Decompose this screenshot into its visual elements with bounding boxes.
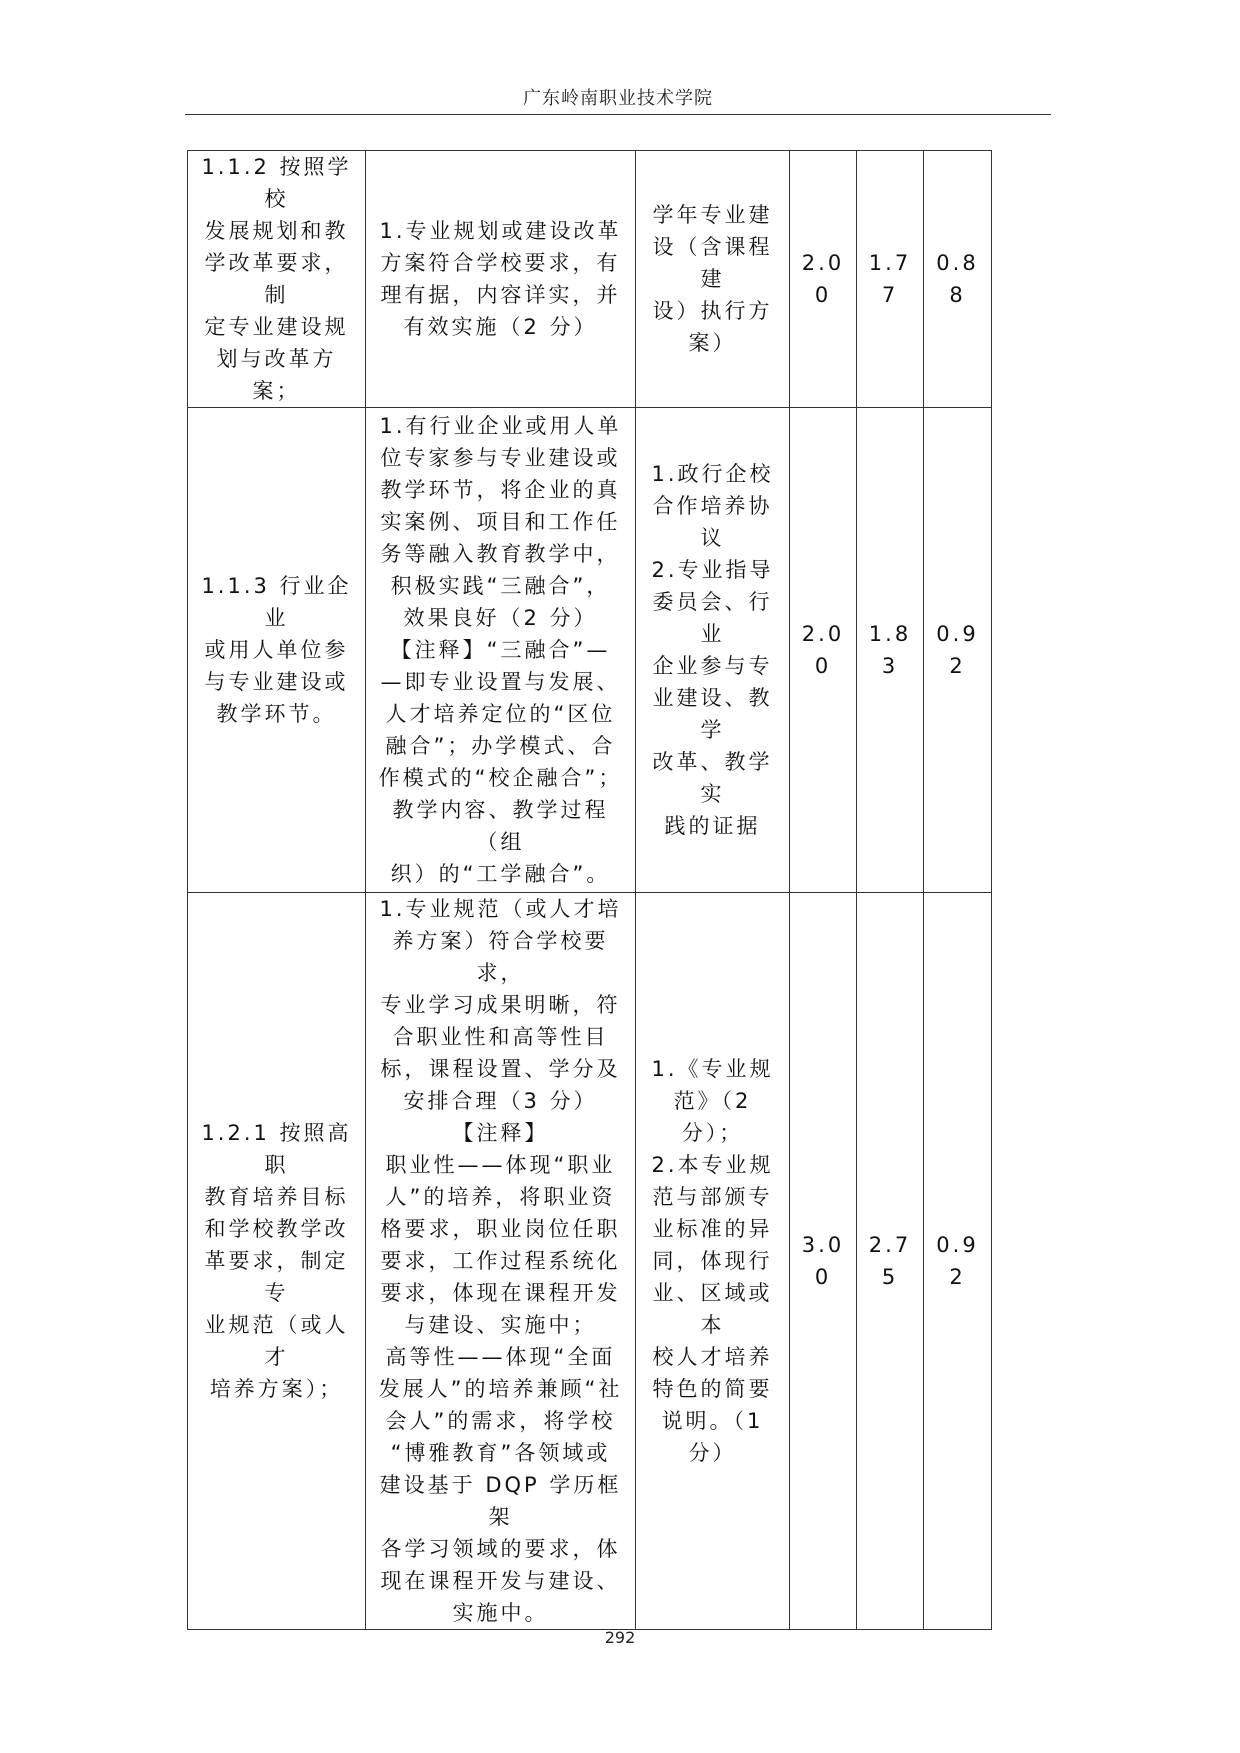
header-rule xyxy=(185,114,1051,115)
cell-text-line: 实案例、项目和工作任 xyxy=(380,510,621,534)
cell-text-line: 1.专业规划或建设改革 xyxy=(379,219,622,243)
cell-text-line: 设（含课程建 xyxy=(652,235,773,291)
full-score-cell: 3.00 xyxy=(790,893,857,1630)
cell-text-line: 融合”；办学模式、合 xyxy=(385,734,616,758)
cell-text-line: 践的证据 xyxy=(664,814,761,838)
cell-text-line: 教学内容、教学过程（组 xyxy=(392,798,609,854)
cell-text-line: 效果良好（2 分） xyxy=(403,606,598,630)
full-score-cell: 2.00 xyxy=(790,408,857,893)
cell-text-line: 标，课程设置、学分及 xyxy=(380,1057,621,1081)
cell-text-line: 业标准的异 xyxy=(652,1217,773,1241)
standard-cell xyxy=(366,408,636,893)
cell-text-line: 养方案）符合学校要求， xyxy=(392,929,609,985)
cell-text-line: 设）执行方 xyxy=(652,299,773,323)
criterion-cell xyxy=(188,893,366,1630)
cell-text-line: 建设基于 DQP 学历框架 xyxy=(379,1473,622,1529)
cell-text-line: 改革、教学实 xyxy=(652,750,773,806)
table-row xyxy=(188,893,992,1630)
cell-text-line: 实施中。 xyxy=(452,1601,549,1625)
cell-text-line: 1.有行业企业或用人单 xyxy=(379,414,622,438)
cell-text-line: 人才培养定位的“区位 xyxy=(385,702,616,726)
page-number: 292 xyxy=(604,1628,636,1647)
cell-text-line: 【注释】 xyxy=(452,1121,549,1145)
cell-text-line: 职业性——体现“职业 xyxy=(385,1153,616,1177)
cell-text-line: 理有据，内容详实，并 xyxy=(380,283,621,307)
cell-text-line: —即专业设置与发展、 xyxy=(380,670,621,694)
cell-text-line: 1.2.1 按照高职 xyxy=(201,1121,352,1177)
ratio-cell: 0.92 xyxy=(924,408,992,893)
cell-text-line: 1.1.2 按照学校 xyxy=(201,155,352,211)
cell-text-line: 培养方案）； xyxy=(209,1377,344,1401)
cell-text-line: 发展人”的培养兼顾“社 xyxy=(378,1377,623,1401)
cell-text-line: 范》（2 分）； xyxy=(673,1089,752,1145)
evidence-cell xyxy=(636,408,790,893)
cell-text-line: 革要求，制定专 xyxy=(204,1249,349,1305)
page-header-title: 广东岭南职业技术学院 xyxy=(523,88,713,109)
obtained-score-cell: 2.75 xyxy=(857,893,924,1630)
cell-text-line: 发展规划和教 xyxy=(204,219,349,243)
cell-text-line: 各学习领域的要求，体 xyxy=(380,1537,621,1561)
cell-text-line: 业、区域或本 xyxy=(652,1281,773,1337)
criterion-cell xyxy=(188,151,366,408)
criterion-cell xyxy=(188,408,366,893)
cell-text-line: 定专业建设规 xyxy=(204,315,349,339)
cell-text-line: 与专业建设或 xyxy=(204,670,349,694)
cell-text-line: 织）的“工学融合”。 xyxy=(390,862,611,886)
cell-text-line: 1.政行企校 xyxy=(651,462,774,486)
cell-text-line: 现在课程开发与建设、 xyxy=(380,1569,621,1593)
cell-text-line: 1.专业规范（或人才培 xyxy=(379,897,622,921)
cell-text-line: 位专家参与专业建设或 xyxy=(380,446,621,470)
evidence-cell xyxy=(636,151,790,408)
cell-text-line: 1.《专业规 xyxy=(651,1057,774,1081)
cell-text-line: 专业学习成果明晰，符 xyxy=(380,993,621,1017)
cell-text-line: 方案符合学校要求，有 xyxy=(380,251,621,275)
cell-text-line: 委员会、行业 xyxy=(652,590,773,646)
cell-text-line: 高等性——体现“全面 xyxy=(385,1345,616,1369)
standard-cell xyxy=(366,151,636,408)
evaluation-table xyxy=(187,150,992,1630)
cell-text-line: 学改革要求，制 xyxy=(204,251,349,307)
cell-text-line: 教学环节。 xyxy=(216,702,337,726)
cell-text-line: 企业参与专 xyxy=(652,654,773,678)
cell-text-line: 合作培养协 xyxy=(652,494,773,518)
cell-text-line: 人”的培养，将职业资 xyxy=(385,1185,616,1209)
cell-text-line: 2.本专业规 xyxy=(651,1153,774,1177)
cell-text-line: 教学环节，将企业的真 xyxy=(380,478,621,502)
cell-text-line: 特色的简要 xyxy=(652,1377,773,1401)
cell-text-line: 有效实施（2 分） xyxy=(403,315,598,339)
cell-text-line: 学年专业建 xyxy=(652,203,773,227)
evidence-cell xyxy=(636,893,790,1630)
cell-text-line: 案） xyxy=(688,331,737,355)
cell-text-line: 积极实践“三融合”， xyxy=(390,574,611,598)
cell-text-line: 合职业性和高等性目 xyxy=(392,1025,609,1049)
cell-text-line: 1.1.3 行业企业 xyxy=(201,574,352,630)
cell-text-line: 作模式的“校企融合”； xyxy=(378,766,623,790)
standard-cell xyxy=(366,893,636,1630)
cell-text-line: 和学校教学改 xyxy=(204,1217,349,1241)
cell-text-line: 2.专业指导 xyxy=(651,558,774,582)
cell-text-line: 与建设、实施中； xyxy=(404,1313,597,1337)
cell-text-line: 说明。（1 分） xyxy=(661,1409,764,1465)
ratio-cell: 0.92 xyxy=(924,893,992,1630)
obtained-score-cell: 1.83 xyxy=(857,408,924,893)
cell-text-line: 业建设、教学 xyxy=(652,686,773,742)
cell-text-line: 要求，体现在课程开发 xyxy=(380,1281,621,1305)
ratio-cell: 0.88 xyxy=(924,151,992,408)
cell-text-line: 格要求，职业岗位任职 xyxy=(380,1217,621,1241)
table-row xyxy=(188,408,992,893)
obtained-score-cell: 1.77 xyxy=(857,151,924,408)
cell-text-line: 范与部颁专 xyxy=(652,1185,773,1209)
cell-text-line: 议 xyxy=(700,526,725,550)
cell-text-line: 教育培养目标 xyxy=(204,1185,349,1209)
cell-text-line: 会人”的需求，将学校 xyxy=(385,1409,616,1433)
table-row xyxy=(188,151,992,408)
cell-text-line: “博雅教育”各领域或 xyxy=(390,1441,611,1465)
cell-text-line: 安排合理（3 分） xyxy=(403,1089,598,1113)
cell-text-line: 校人才培养 xyxy=(652,1345,773,1369)
cell-text-line: 务等融入教育教学中， xyxy=(380,542,621,566)
cell-text-line: 业规范（或人才 xyxy=(204,1313,349,1369)
cell-text-line: 同，体现行 xyxy=(652,1249,773,1273)
cell-text-line: 划与改革方案； xyxy=(216,347,337,403)
cell-text-line: 【注释】“三融合”— xyxy=(390,638,611,662)
cell-text-line: 或用人单位参 xyxy=(204,638,349,662)
cell-text-line: 要求，工作过程系统化 xyxy=(380,1249,621,1273)
full-score-cell: 2.00 xyxy=(790,151,857,408)
